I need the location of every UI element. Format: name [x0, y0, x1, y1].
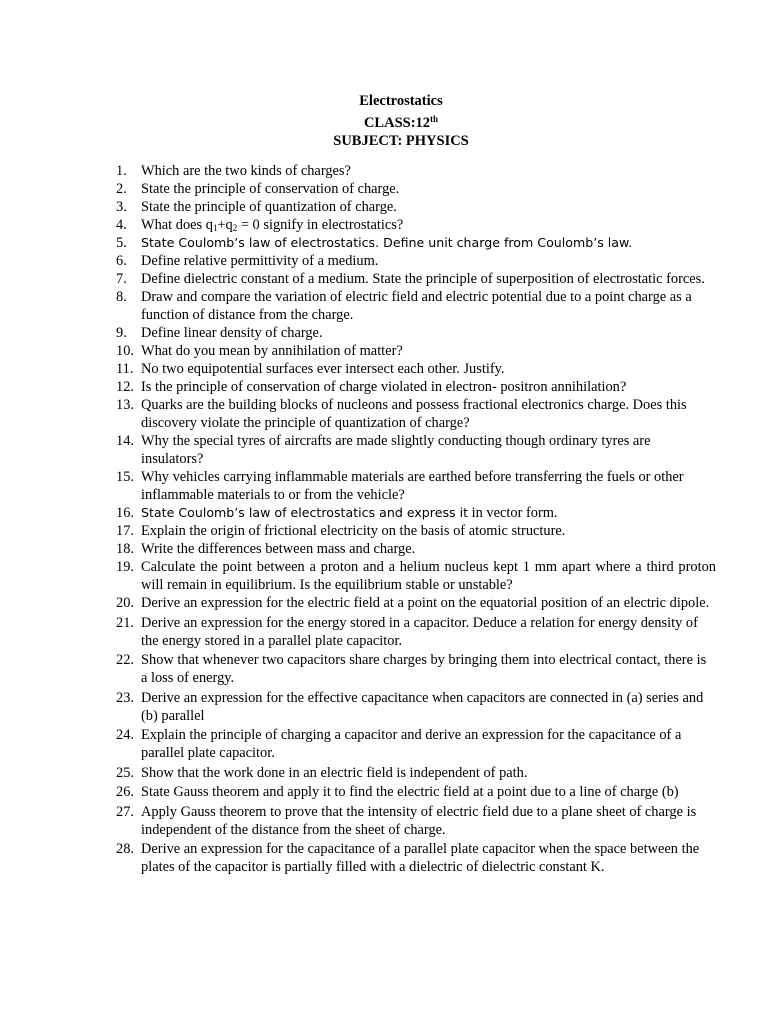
question-text: Define relative permittivity of a medium. — [141, 253, 379, 269]
question-item — [116, 324, 716, 342]
question-number: 25. — [116, 764, 134, 781]
question-text: Calculate the point between a proton and a helium nucleus kept 1 mm apart where a third proton will remain in equilibrium. Is the equilibrium stable or unstable? — [141, 559, 716, 593]
question-item — [116, 180, 716, 198]
question-text-part: State Coulomb’s law of electrostatics and express it — [141, 505, 469, 520]
question-text: Derive an expression for the effective capacitance when capacitors are connected in (a) series and (b) parallel — [141, 689, 704, 724]
question-item — [116, 614, 716, 650]
question-item — [116, 468, 716, 504]
question-number: 8. — [116, 289, 127, 305]
question-text: What do you mean by annihilation of matter? — [141, 343, 403, 359]
question-number: 27. — [116, 803, 134, 820]
question-number: 15. — [116, 469, 134, 485]
class-label — [0, 110, 768, 132]
question-number: 11. — [116, 361, 134, 377]
question-text-part: = 0 signify in electrostatics? — [237, 217, 404, 233]
question-item — [116, 378, 716, 396]
subject-label: SUBJECT: PHYSICS — [333, 133, 469, 149]
question-text: Write the differences between mass and charge. — [141, 541, 416, 557]
question-item — [116, 216, 716, 234]
question-text-part: +q — [217, 217, 233, 233]
question-number: 1. — [116, 163, 127, 179]
question-number: 9. — [116, 325, 127, 341]
question-number: 5. — [116, 235, 127, 251]
question-text-part: in vector form. — [468, 505, 558, 521]
question-item — [116, 803, 716, 839]
question-number: 14. — [116, 433, 134, 449]
question-item — [116, 840, 716, 876]
question-text: Derive an expression for the capacitance of a parallel plate capacitor when the space between the plates of the capacitor is partially filled with a dielectric of dielectric constant K. — [141, 841, 700, 875]
question-item — [116, 783, 716, 801]
document-header — [0, 92, 768, 150]
question-text: Show that whenever two capacitors share charges by bringing them into electrical contact, there is a loss of energy. — [141, 652, 707, 686]
question-item — [116, 342, 716, 360]
document-title: Electrostatics — [359, 93, 443, 109]
question-item — [116, 198, 716, 216]
question-item — [116, 270, 716, 288]
question-number: 21. — [116, 614, 134, 631]
question-text: Derive an expression for the energy stored in a capacitor. Deduce a relation for energy density of the energy stored in a parallel plate capacitor. — [141, 614, 698, 649]
subscript: 1 — [212, 223, 218, 233]
question-text: Derive an expression for the electric field at a point on the equatorial position of an electric dipole. — [141, 595, 710, 611]
question-number: 19. — [116, 559, 134, 575]
question-text-part: What does q — [141, 217, 213, 233]
question-item — [116, 234, 716, 252]
question-text: Draw and compare the variation of electric field and electric potential due to a point charge as a function of distance from the charge. — [141, 289, 692, 323]
question-item — [116, 594, 716, 612]
subscript: 2 — [232, 223, 238, 233]
question-item — [116, 504, 716, 522]
question-text: Explain the principle of charging a capacitor and derive an expression for the capacitance of a parallel plate capacitor. — [141, 727, 682, 761]
question-number: 20. — [116, 595, 134, 611]
question-item — [116, 162, 716, 180]
question-text: Apply Gauss theorem to prove that the intensity of electric field due to a plane sheet of charge is independent of the distance from the sheet of charge. — [141, 803, 697, 838]
question-item — [116, 396, 716, 432]
question-text: Why the special tyres of aircrafts are made slightly conducting though ordinary tyres are insulators? — [141, 433, 651, 467]
question-number: 4. — [116, 217, 127, 233]
question-text: Which are the two kinds of charges? — [141, 163, 351, 179]
question-item — [116, 558, 716, 594]
question-text: State Coulomb’s law of electrostatics. Define unit charge from Coulomb’s law. — [141, 235, 633, 250]
question-text — [141, 217, 403, 233]
question-item — [116, 540, 716, 558]
question-number: 18. — [116, 541, 134, 557]
question-number: 17. — [116, 523, 134, 539]
question-item — [116, 522, 716, 540]
question-number: 16. — [116, 505, 134, 521]
question-number: 24. — [116, 727, 134, 743]
question-text: State Gauss theorem and apply it to find the electric field at a point due to a line of charge (b) — [141, 784, 679, 800]
question-item — [116, 651, 716, 687]
question-text — [141, 505, 558, 521]
question-number: 26. — [116, 784, 134, 800]
question-text: State the principle of quantization of charge. — [141, 199, 397, 215]
question-number: 10. — [116, 343, 134, 359]
question-text: Is the principle of conservation of charge violated in electron- positron annihilation? — [141, 379, 627, 395]
question-item — [116, 360, 716, 378]
class-superscript: th — [430, 114, 439, 124]
question-text: State the principle of conservation of charge. — [141, 181, 400, 197]
question-item — [116, 726, 716, 762]
question-number: 7. — [116, 271, 127, 287]
question-text: Show that the work done in an electric field is independent of path. — [141, 764, 528, 781]
class-text: CLASS:12 — [363, 115, 431, 131]
question-item — [116, 432, 716, 468]
question-number: 22. — [116, 652, 134, 668]
question-text: Quarks are the building blocks of nucleons and possess fractional electronics charge. Does this discovery violate the principle of quantization of charge? — [141, 397, 687, 431]
question-item — [116, 764, 716, 782]
question-text: Why vehicles carrying inflammable materials are earthed before transferring the fuels or other inflammable materials to or from the vehicle? — [141, 469, 684, 503]
question-number: 2. — [116, 181, 127, 197]
question-text: No two equipotential surfaces ever intersect each other. Justify. — [141, 361, 505, 377]
question-list — [116, 162, 716, 876]
question-text: Explain the origin of frictional electricity on the basis of atomic structure. — [141, 523, 566, 539]
question-number: 12. — [116, 379, 134, 395]
question-number: 3. — [116, 199, 127, 215]
question-text: Define dielectric constant of a medium. State the principle of superposition of electrostatic forces. — [141, 271, 705, 287]
question-item — [116, 288, 716, 324]
question-number: 28. — [116, 841, 134, 857]
question-item — [116, 252, 716, 270]
question-item — [116, 689, 716, 725]
question-number: 13. — [116, 397, 134, 413]
question-number: 23. — [116, 689, 134, 706]
question-number: 6. — [116, 253, 127, 269]
question-text: Define linear density of charge. — [141, 325, 323, 341]
